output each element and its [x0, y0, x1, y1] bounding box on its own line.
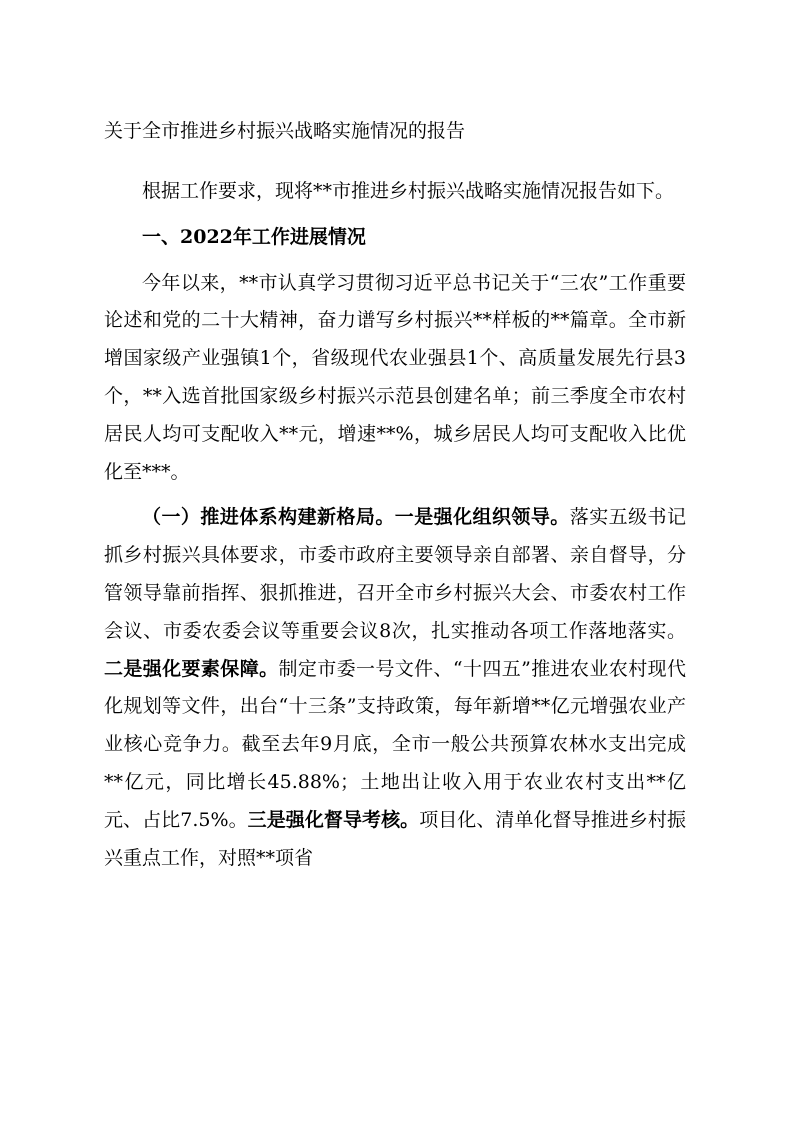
subsection-heading: （一）推进体系构建新格局。 — [142, 506, 395, 529]
item-3-text: 项目化、清单化督导推进乡村振兴重点工作，对照**项省 — [104, 808, 686, 869]
item-2-text: 制定市委一号文件、“十四五”推进农业农村现代化规划等文件，出台“十三条”支持政策，每年新增**亿元增强农业产业核心竞争力。截至去年9月底，全市一般公共预算农林水支出完成**亿元，同比增长45.88%；土地出让收入用于农业农村支出**亿元、占比7.5%。 — [104, 657, 686, 831]
intro-paragraph: 根据工作要求，现将**市推进乡村振兴战略实施情况报告如下。 — [142, 180, 675, 202]
subsection-paragraph — [104, 499, 686, 877]
item-2-label: 二是强化要素保障。 — [104, 657, 279, 680]
item-3-label: 三是强化督导考核。 — [247, 808, 420, 831]
item-1-label: 一是强化组织领导。 — [394, 506, 570, 529]
item-1-text: 落实五级书记抓乡村振兴具体要求，市委市政府主要领导亲自部署、亲自督导，分管领导靠前指挥、狠抓推进，召开全市乡村振兴大会、市委农村工作会议、市委农委会议等重要会议8次，扎实推动各项工作落地落实。 — [104, 506, 686, 642]
section-paragraph: 今年以来，**市认真学习贯彻习近平总书记关于“三农”工作重要论述和党的二十大精神，奋力谱写乡村振兴**样板的**篇章。全市新增国家级产业强镇1个，省级现代农业强县1个、高质量发展先行县3个，**入选首批国家级乡村振兴示范县创建名单；前三季度全市农村居民人均可支配收入**元，增速**%，城乡居民人均可支配收入比优化至***。 — [104, 271, 686, 483]
section-heading: 一、2022年工作进展情况 — [142, 225, 366, 248]
document-page — [104, 117, 686, 885]
document-title: 关于全市推进乡村振兴战略实施情况的报告 — [104, 120, 466, 142]
